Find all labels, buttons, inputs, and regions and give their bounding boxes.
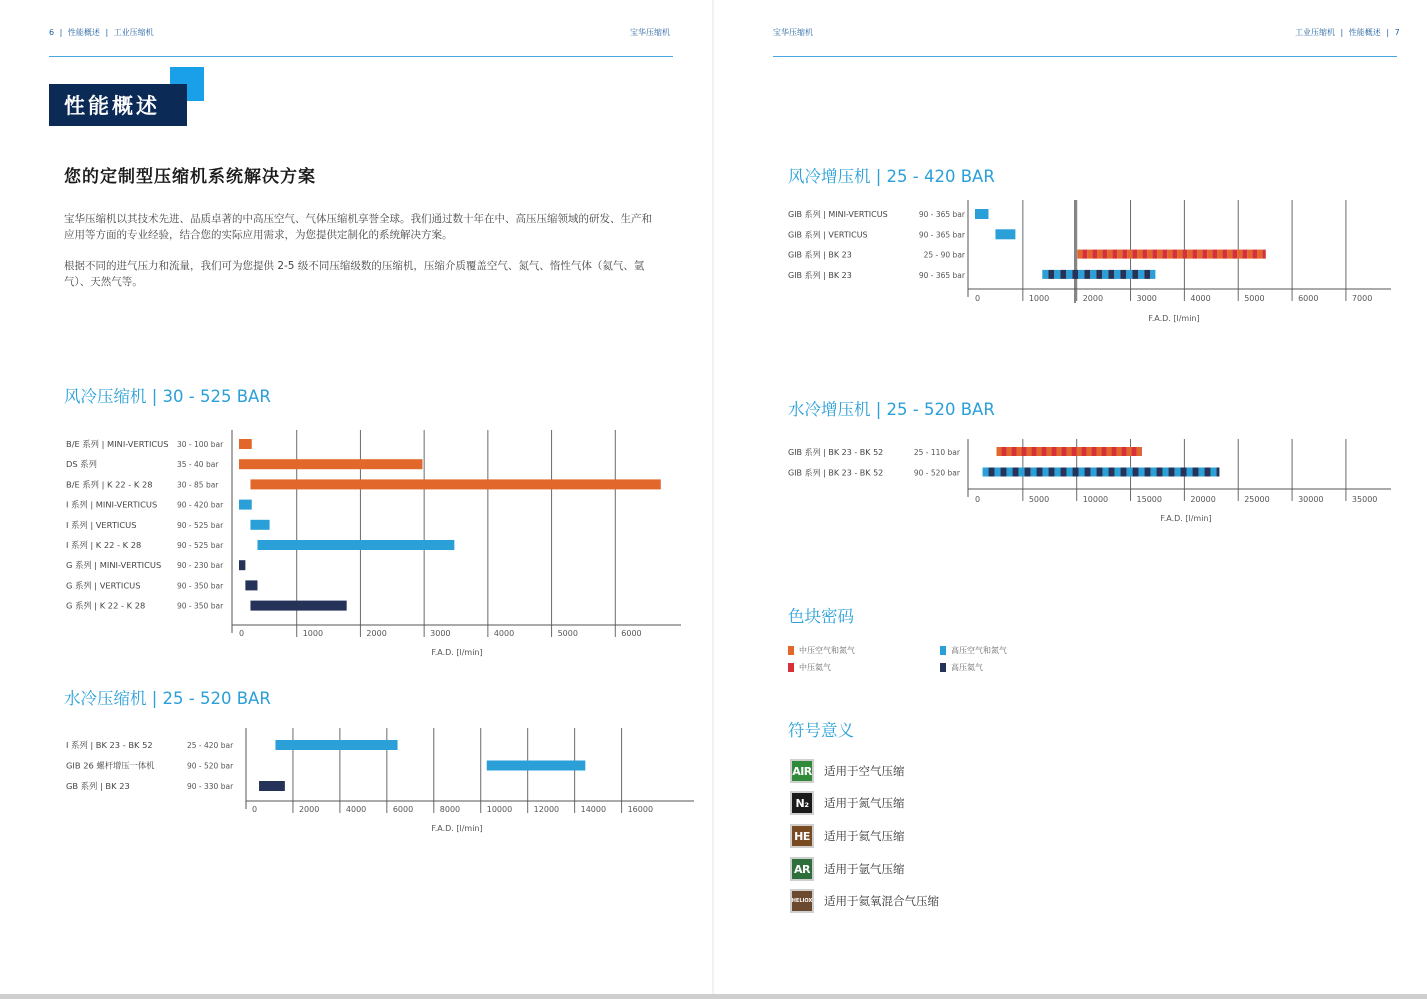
water-cooled-boosters-bar-seg [1145,468,1151,477]
symbol-row-he [790,824,905,848]
water-cooled-boosters-bar-seg [983,468,989,477]
air-cooled-boosters-row-pressure: 90 - 365 bar [918,210,965,219]
water-cooled-compressors-tick-label: 14000 [580,805,607,814]
water-cooled-boosters-tick-label: 5000 [1028,495,1050,504]
water-cooled-boosters-bar-seg [989,468,995,477]
he-icon: HE [790,824,814,848]
left-page-number: 6 [49,28,55,37]
water-cooled-boosters-bar-seg [1042,447,1047,456]
air-cooled-boosters-tick-label: 5000 [1244,294,1265,303]
air-cooled-compressors-row-label: G 系列 | VERTICUS [66,580,141,591]
water-cooled-boosters-bar-seg [1027,447,1032,456]
air-cooled-compressors-row-label: I 系列 | K 22 - K 28 [66,540,142,550]
water-cooled-boosters-bar-seg [1062,447,1067,456]
symbol-row-heliox [790,889,939,913]
water-cooled-compressors-row-pressure: 90 - 330 bar [187,782,234,791]
water-cooled-boosters-bar-seg [1127,468,1133,477]
water-cooled-compressors-tick-label: 16000 [627,805,654,814]
water-cooled-boosters-bar-seg [1217,468,1220,477]
bottom-strip [0,994,1427,999]
water-cooled-boosters-bar-seg [1122,447,1127,456]
chart-title-water-cooled-compressors: 水冷压缩机 | 25 - 520 BAR [64,689,271,708]
air-cooled-compressors-row-pressure: 90 - 525 bar [177,520,224,530]
water-cooled-boosters-tick-label: 10000 [1082,495,1109,504]
water-cooled-boosters-bar-seg [1151,468,1157,477]
water-cooled-compressors-row-label: GIB 26 螺杆增压一体机 [66,760,155,771]
water-cooled-boosters-bar-seg [1121,468,1127,477]
air-cooled-boosters-row-label: GIB 系列 | MINI-VERTICUS [788,210,888,219]
air-cooled-compressors-tick-label: 0 [239,629,245,638]
chart-title-air-cooled-compressors: 风冷压缩机 | 30 - 525 BAR [64,387,271,406]
water-cooled-boosters-bar-seg [1052,447,1057,456]
air-cooled-compressors-row-label: I 系列 | VERTICUS [66,519,137,530]
air-cooled-compressors-row-label: G 系列 | K 22 - K 28 [66,600,146,611]
water-cooled-compressors-x-axis-label: F.A.D. [l/min] [431,824,483,833]
water-cooled-compressors-row-label: GB 系列 | BK 23 [66,781,130,791]
water-cooled-boosters-row-pressure: 25 - 110 bar [913,448,960,457]
water-cooled-boosters-tick-label: 35000 [1351,495,1378,504]
n2-icon: N₂ [790,791,814,815]
air-cooled-compressors-row-label: B/E 系列 | K 22 - K 28 [66,479,153,490]
water-cooled-compressors-tick-label: 6000 [392,805,414,814]
water-cooled-boosters-bar-seg [1077,447,1082,456]
water-cooled-boosters-bar-seg [1137,447,1142,456]
water-cooled-compressors-tick-label: 2000 [298,805,320,814]
air-cooled-compressors-tick-label: 5000 [557,629,578,638]
chart-title-water-cooled-boosters: 水冷增压机 | 25 - 520 BAR [788,400,995,419]
water-cooled-boosters-tick-label: 30000 [1298,495,1324,504]
water-cooled-boosters-bar-seg [1097,447,1102,456]
air-cooled-compressors-tick-label: 6000 [621,629,642,638]
water-cooled-boosters-bar-seg [1067,447,1072,456]
water-cooled-compressors-tick-label: 0 [252,805,258,814]
air-cooled-boosters-row-label: GIB 系列 | BK 23 [788,250,852,260]
air-cooled-boosters-row-pressure: 90 - 365 bar [918,230,965,240]
subheading: 您的定制型压缩机系统解决方案 [64,167,316,187]
right-header: 工业压缩机 | 性能概述 | 7 [1295,28,1400,37]
legend-label-medium-helium: 中压氦气 [799,663,831,672]
water-cooled-boosters-bar-seg [1013,468,1019,477]
water-cooled-boosters-bar-seg [1025,468,1031,477]
water-cooled-boosters-bar-seg [1107,447,1112,456]
air-cooled-compressors-row-pressure: 90 - 230 bar [177,561,224,571]
water-cooled-boosters-bar-seg [1017,447,1022,456]
water-cooled-boosters-bar-seg [1032,447,1037,456]
page-title: 性能概述 [64,94,160,118]
water-cooled-boosters-bar-seg [1169,468,1175,477]
air-cooled-compressors-tick-label: 2000 [366,629,387,638]
water-cooled-boosters-bar-seg [1007,447,1012,456]
water-cooled-boosters-row-label: GIB 系列 | BK 23 - BK 52 [788,448,884,457]
legend-label-high-air: 高压空气和氮气 [951,646,1007,655]
water-cooled-boosters-bar-seg [1087,447,1092,456]
air-cooled-compressors-tick-label: 4000 [493,629,515,638]
water-cooled-boosters-row-pressure: 90 - 520 bar [913,468,960,478]
symbol-label-air: 适用于空气压缩 [824,764,905,778]
air-cooled-compressors-x-axis-label: F.A.D. [l/min] [431,648,483,657]
air-cooled-boosters-row-label: GIB 系列 | BK 23 [788,270,852,280]
air-cooled-boosters-tick-label: 2000 [1082,294,1104,303]
air-cooled-compressors-row-pressure: 90 - 350 bar [177,601,224,611]
water-cooled-boosters-bar-seg [1085,468,1091,477]
water-cooled-boosters-bar-seg [1112,447,1117,456]
symbol-label-n2: 适用于氮气压缩 [824,796,905,810]
water-cooled-boosters-bar-seg [1127,447,1132,456]
water-cooled-boosters-bar-seg [1103,468,1109,477]
legend-title: 色块密码 [788,607,854,626]
intro-paragraph-2: 根据不同的进气压力和流量，我们可为您提供 2-5 级不同压缩级数的压缩机，压缩介质覆盖空气、氮气、惰性气体（氦气、氩气）、天然气等。 [64,260,645,288]
water-cooled-boosters-bar-seg [1049,468,1055,477]
air-cooled-compressors-row-label: G 系列 | MINI-VERTICUS [66,560,162,571]
air-cooled-compressors-row-pressure: 30 - 85 bar [177,480,219,490]
right-header-subsection: 性能概述 [1348,28,1381,37]
right-header-section: 工业压缩机 [1295,28,1335,37]
water-cooled-compressors-tick-label: 8000 [439,805,461,814]
water-cooled-boosters-x-axis-label: F.A.D. [l/min] [1160,514,1212,523]
legend-label-medium-air: 中压空气和氮气 [799,646,855,655]
water-cooled-compressors-row-pressure: 90 - 520 bar [187,761,234,771]
water-cooled-boosters-bar-seg [1132,447,1137,456]
air-cooled-boosters-tick-label: 7000 [1351,294,1373,303]
water-cooled-boosters-bar-seg [1181,468,1187,477]
water-cooled-boosters-bar-seg [1031,468,1037,477]
air-cooled-compressors-row-pressure: 90 - 420 bar [177,500,224,510]
water-cooled-boosters-bar-seg [1012,447,1017,456]
water-cooled-boosters-bar-seg [1037,468,1043,477]
water-cooled-boosters-bar-seg [1157,468,1163,477]
water-cooled-boosters-bar-seg [1037,447,1042,456]
water-cooled-boosters-bar-seg [1007,468,1013,477]
air-cooled-compressors-row-label: B/E 系列 | MINI-VERTICUS [66,439,169,449]
left-header-section: 性能概述 [67,28,100,37]
water-cooled-boosters-bar-seg [1067,468,1073,477]
left-header: 6 | 性能概述 | 工业压缩机 [49,28,154,37]
water-cooled-boosters-bar-seg [1002,447,1007,456]
intro-paragraph-1: 宝华压缩机以其技术先进、品质卓著的中高压空气、气体压缩机享誉全球。我们通过数十年在中、高压压缩领域的研发、生产和应用等方面的专业经验，结合您的实际应用需求，为您提供定制化的系统解决方案。 [64,213,652,241]
water-cooled-compressors-row-label: I 系列 | BK 23 - BK 52 [66,740,153,750]
water-cooled-compressors-tick-label: 12000 [533,805,560,814]
ar-icon: AR [790,857,814,881]
water-cooled-boosters-bar-seg [1193,468,1199,477]
water-cooled-boosters-bar-seg [1133,468,1139,477]
water-cooled-boosters-bar-seg [1211,468,1217,477]
air-cooled-boosters-tick-label: 0 [975,294,981,303]
water-cooled-boosters-tick-label: 20000 [1190,495,1216,504]
chart-title-air-cooled-boosters: 风冷增压机 | 25 - 420 BAR [788,167,995,186]
water-cooled-boosters-bar-seg [1163,468,1169,477]
symbol-label-he: 适用于氦气压缩 [824,829,905,843]
water-cooled-boosters-bar-seg [1091,468,1097,477]
legend-label-high-helium: 高压氦气 [951,663,983,672]
water-cooled-boosters-bar-seg [1073,468,1079,477]
water-cooled-boosters-tick-label: 15000 [1136,495,1162,504]
water-cooled-boosters-bar-seg [1205,468,1211,477]
air-cooled-boosters-row-pressure: 25 - 90 bar [923,250,965,260]
air-cooled-compressors-row-label: I 系列 | MINI-VERTICUS [66,499,158,510]
water-cooled-boosters-bar-seg [1061,468,1067,477]
air-cooled-boosters-tick-label: 3000 [1136,294,1157,303]
symbol-label-ar: 适用于氩气压缩 [824,862,905,876]
water-cooled-boosters-bar-seg [995,468,1001,477]
air-cooled-boosters-row-label: GIB 系列 | VERTICUS [788,230,868,240]
water-cooled-boosters-bar-seg [1072,447,1077,456]
water-cooled-boosters-bar-seg [1199,468,1205,477]
air-cooled-boosters-tick-label: 6000 [1298,294,1319,303]
air-cooled-compressors-row-pressure: 35 - 40 bar [177,460,219,470]
symbol-row-air [790,759,905,783]
water-cooled-boosters-bar-seg [1019,468,1025,477]
water-cooled-boosters-bar-seg [1187,468,1193,477]
symbol-row-n2 [790,791,905,815]
water-cooled-boosters-bar-seg [1082,447,1087,456]
air-cooled-boosters-x-axis-label: F.A.D. [l/min] [1148,314,1200,323]
air-cooled-compressors-tick-label: 3000 [430,629,451,638]
water-cooled-boosters-bar-seg [1097,468,1103,477]
heliox-icon: HELIOX [790,889,814,913]
air-icon: AIR [790,759,814,783]
air-cooled-compressors-row-pressure: 90 - 525 bar [177,541,224,550]
water-cooled-compressors-row-pressure: 25 - 420 bar [187,741,234,750]
water-cooled-boosters-bar-seg [1047,447,1052,456]
water-cooled-boosters-bar-seg [1139,468,1145,477]
symbols-title: 符号意义 [788,721,854,740]
water-cooled-boosters-bar-seg [1117,447,1122,456]
symbol-row-ar [790,857,905,881]
water-cooled-boosters-bar-seg [1175,468,1181,477]
air-cooled-compressors-row-pressure: 90 - 350 bar [177,581,224,591]
water-cooled-boosters-bar-seg [1109,468,1115,477]
water-cooled-boosters-bar-seg [1092,447,1097,456]
water-cooled-boosters-bar-seg [1022,447,1027,456]
water-cooled-boosters-bar-seg [1057,447,1062,456]
water-cooled-boosters-bar-seg [997,447,1002,456]
water-cooled-boosters-tick-label: 25000 [1244,495,1270,504]
air-cooled-boosters-tick-label: 4000 [1190,294,1211,303]
water-cooled-compressors-tick-label: 10000 [486,805,513,814]
air-cooled-compressors-row-label: DS 系列 [66,459,97,470]
left-header-subsection: 工业压缩机 [113,28,154,37]
water-cooled-boosters-bar-seg [1115,468,1121,477]
air-cooled-boosters-row-pressure: 90 - 365 bar [918,270,965,280]
air-cooled-compressors-row-pressure: 30 - 100 bar [177,440,224,449]
water-cooled-boosters-bar-seg [1079,468,1085,477]
air-cooled-boosters-tick-label: 1000 [1028,294,1050,303]
water-cooled-boosters-bar-seg [1102,447,1107,456]
water-cooled-boosters-bar-seg [1055,468,1061,477]
symbol-label-heliox: 适用于氦氧混合气压缩 [824,894,939,908]
air-cooled-compressors-tick-label: 1000 [302,629,324,638]
water-cooled-boosters-row-label: GIB 系列 | BK 23 - BK 52 [788,468,884,478]
water-cooled-boosters-bar-seg [1001,468,1007,477]
left-header-brand: 宝华压缩机 [630,28,670,37]
right-page-number: 7 [1394,28,1400,37]
water-cooled-boosters-bar-seg [1043,468,1049,477]
water-cooled-boosters-tick-label: 0 [975,495,981,504]
right-header-brand: 宝华压缩机 [773,28,813,37]
water-cooled-compressors-tick-label: 4000 [345,805,367,814]
